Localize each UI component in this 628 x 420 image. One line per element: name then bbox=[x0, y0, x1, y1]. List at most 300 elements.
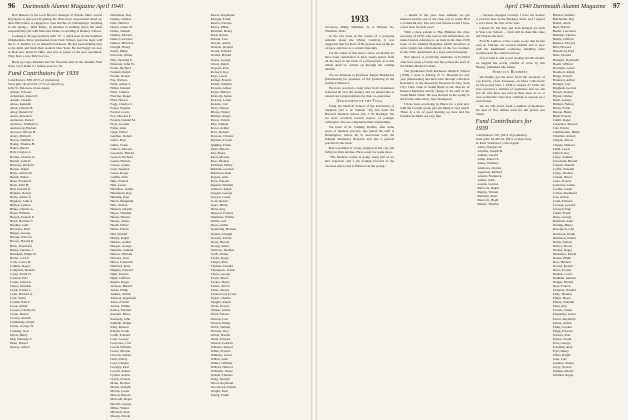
contributor-name: Danforth, Alan bbox=[552, 219, 573, 224]
contributor-name: Beach, Walter bbox=[10, 174, 29, 179]
contributor-name: Ward, Nelson bbox=[210, 312, 229, 317]
contributor-name: Ray, Bruce bbox=[210, 150, 226, 155]
paragraph: I have been practicing in Ithaca for a year now with the Cornell group and am liking it very much. There is a lot of good hunting up here and the hospital facilities are very fine. bbox=[400, 101, 470, 119]
contributor-name: Wing, Dwight bbox=[210, 377, 230, 382]
class-year-heading: 1933 bbox=[350, 14, 369, 24]
contributor-name: Fuller, Ralph bbox=[552, 352, 571, 357]
contributor-name: Hamilton, Arthur bbox=[110, 187, 134, 192]
contributor-list bbox=[476, 145, 545, 206]
contributor-name: Bowen, Francis P. bbox=[10, 215, 35, 220]
contributor-name: Bartlett, Sumner bbox=[552, 13, 575, 17]
contributor-name: King, Russell bbox=[110, 324, 129, 329]
contributor-name: Harding, Paul bbox=[110, 195, 129, 200]
contributor-name: Clapp, Samuel bbox=[552, 154, 573, 159]
contributor-name: Dickey, Roger bbox=[552, 247, 573, 252]
contributor-name: Leach, William bbox=[110, 344, 131, 349]
contributor-name: Moody, Edwin bbox=[110, 413, 131, 418]
contributor-name: Ross, Edward bbox=[210, 178, 230, 183]
contributor-name: Everett, James bbox=[552, 308, 573, 313]
contributor-name: Griffin, John bbox=[110, 174, 128, 179]
contributor-name: Barrett, John P. bbox=[10, 158, 31, 163]
contributor-name: Armstrong, Herbert bbox=[10, 126, 37, 131]
contributor-name: Perry, Nelson bbox=[210, 106, 229, 111]
fund-line: Total gifts: $2,467.42. (81% of objective). bbox=[475, 137, 532, 142]
contributor-name: Beebe, Lawrence bbox=[552, 29, 576, 34]
contributor-name: Cutler, Frank bbox=[552, 211, 571, 216]
contributor-name: Pratt, Donald bbox=[210, 130, 229, 135]
contributor-name: Nash, Robert bbox=[210, 33, 229, 38]
contributor-name: Cummings, Ralph bbox=[10, 320, 35, 325]
contributor-name: Smith, Carl bbox=[210, 219, 227, 224]
contributor-name: Durgin, Harold bbox=[552, 280, 574, 285]
contributor-name: Folsom, Paul bbox=[552, 332, 571, 337]
contributor-name: Felton, Arthur bbox=[552, 320, 572, 325]
contributor-name: Crocker, Gordon bbox=[552, 203, 576, 208]
contributor-name: Batchelder, Roy bbox=[552, 17, 575, 22]
contributor-name: Rice, Thomas bbox=[210, 158, 230, 163]
contributor-name: Avery, Philip R. bbox=[10, 134, 32, 139]
contributor-name: Bell, Donald G. bbox=[10, 186, 32, 191]
contributor-name: Cooper, Charles D. bbox=[10, 308, 36, 313]
contributor-name: Watson, Philip bbox=[210, 320, 231, 325]
contributor-name: Eddy, Thomas bbox=[552, 292, 572, 297]
contributor-name: Fiske, Gordon bbox=[552, 324, 572, 329]
contributor-name: Chamberlain, Philip bbox=[552, 130, 580, 135]
contributor-name: Atkins, John bbox=[477, 177, 495, 182]
contributor-name: Emerson, John W. bbox=[110, 61, 135, 66]
paragraph: We are indebted to Professor Eldgas Henderson (Dartmouth) for presence of the gathering in the spring at Hanover. bbox=[325, 72, 395, 85]
contributor-name: Woodward, Edwin bbox=[210, 385, 236, 390]
contributor-name: Blanchard, Paul bbox=[552, 49, 575, 54]
contributor-name: Collins, Paul F. bbox=[10, 300, 31, 305]
contributor-name: Thayer, Paul bbox=[210, 259, 228, 264]
contributor-name: Converse, James bbox=[552, 182, 576, 187]
contributor-name: Richards, Henry bbox=[210, 162, 233, 167]
contributor-name: Lane, George bbox=[110, 336, 129, 341]
contributor-name: Rand, Harold bbox=[210, 146, 229, 151]
fund-heading: Fund Contributors for 1939 bbox=[8, 69, 79, 77]
contributor-list bbox=[8, 90, 102, 349]
left-col-2 bbox=[108, 13, 202, 418]
contributor-name: Morgan, Frank bbox=[210, 17, 231, 22]
contributor-name: Shepard, Francis bbox=[210, 211, 234, 216]
contributor-name: Sanborn, Ralph bbox=[210, 187, 232, 192]
contributor-name: Bowman, Lester bbox=[552, 65, 575, 70]
contributor-name: Wright, Paul bbox=[210, 389, 228, 394]
contributor-name: Russell, William bbox=[210, 182, 233, 187]
contributor-name: Bigelow, John A. bbox=[10, 199, 34, 204]
contributor-name: Dexter, Morris bbox=[552, 243, 573, 248]
contributor-name: Butler, Carl A. bbox=[10, 255, 30, 260]
contributor-name: Dana, George bbox=[552, 215, 572, 220]
contributor-name: Dearborn, Ralph bbox=[552, 231, 576, 236]
contributor-name: Little, Henry bbox=[110, 356, 128, 361]
contributor-name: Carey, Frank W. bbox=[10, 271, 32, 276]
contributor-name: Stevens, Edwin bbox=[210, 235, 232, 240]
contributor-name: Dunn, Lawrence bbox=[110, 37, 133, 42]
contributor-name: Bliss, Donald bbox=[552, 53, 571, 58]
contributor-name: Clark, Edwin L. bbox=[10, 288, 32, 293]
contributor-name: Wheeler, Robert bbox=[210, 344, 233, 349]
contributor-name: Cahill, Roger bbox=[552, 118, 571, 123]
contributor-name: Bush, Everett bbox=[552, 114, 571, 119]
contributor-name: Morris, Charles bbox=[210, 21, 232, 26]
contributor-name: Sears, Philip bbox=[210, 203, 228, 208]
contributor-name: Hodge, Ralph bbox=[110, 235, 129, 240]
contributor-name: Taylor, Roger bbox=[210, 255, 230, 260]
contributor-name: Cox, Arthur bbox=[552, 195, 569, 200]
contributor-name: Crane, Morris bbox=[10, 312, 29, 317]
contributor-name: Martin, Lester bbox=[110, 389, 130, 394]
contributor-name: Bean, Frederick bbox=[10, 178, 32, 183]
paragraph: Bob Moore is practicing medicine at Portland after four years of study and has joined the staff of the Maine Medical Center. bbox=[400, 55, 470, 68]
contributor-name: Walker, Arthur bbox=[210, 308, 231, 313]
contributor-name: Pierce, Edwin bbox=[210, 118, 230, 123]
contributor-name: Lowell, Robert bbox=[110, 369, 131, 374]
contributor-name: Abrams, Joseph B. bbox=[477, 149, 503, 154]
contributor-name: Putnam, Everett bbox=[210, 138, 233, 143]
subheading: Gentlemen of the Toga bbox=[336, 98, 383, 103]
contributor-name: Frye, Henry bbox=[552, 348, 569, 353]
contributor-name: Field, Arthur S. bbox=[110, 81, 132, 86]
paragraph: We learn of D. Cushing Rollins, after some years of medical practice, has joined the staff at Bennington, where he is associated with the Putnam Memorial Hospital and has a general practice in the town. bbox=[325, 125, 395, 146]
contributor-name: Ingalls, Roger bbox=[110, 280, 130, 285]
contributor-name: James, Philip bbox=[110, 288, 129, 293]
contributor-name: Fletcher, Roger bbox=[110, 93, 131, 98]
contributor-name: Glidden, Roger bbox=[552, 373, 574, 378]
contributor-name: White, Francis bbox=[210, 348, 231, 353]
contributor-name: Foss, George bbox=[552, 340, 571, 345]
contributor-name: Scott, Robert bbox=[210, 199, 229, 204]
contributor-name: Kelley, Thomas bbox=[110, 308, 132, 313]
contributor-name: Fairbanks, Lester bbox=[552, 312, 576, 317]
contributor-name: Turner, Alfred bbox=[210, 284, 230, 289]
contributor-name: Bennett, Robert bbox=[10, 190, 32, 195]
contributor-name: Chandler, Robert bbox=[552, 134, 576, 139]
contributor-name: Sawyer, Lester bbox=[210, 195, 231, 200]
contributor-name: Beal, Harold bbox=[552, 25, 570, 30]
contributor-name: Emery, Wendell bbox=[552, 300, 575, 305]
paragraph: From the Medical School of the University of Vermont (via J. A. Dunder '33) and from the Harvard Medical School (via J. W. Rudolph '36) we have received several reports of younger colleagues who are completing their interneships. bbox=[325, 103, 395, 125]
contributor-name: Beck, Emil H. bbox=[10, 182, 30, 187]
contributor-name: Mason, Harold bbox=[110, 393, 131, 398]
contributor-name: Upton, Charles bbox=[210, 296, 231, 301]
contributor-name: Underwood, Lewis bbox=[210, 292, 237, 297]
contributor-name: Phelps, Walter bbox=[210, 110, 231, 115]
contributor-name: Eaton, Philip bbox=[110, 49, 128, 54]
contributor-list bbox=[108, 13, 202, 418]
paragraph: We are still owed, from a number of members, the sum of five dollars each for the period just ended. bbox=[475, 103, 545, 117]
contributor-name: Fitch, Charles bbox=[110, 89, 130, 94]
contributor-name: Quimby, Frank bbox=[210, 142, 231, 147]
contributor-name: Dickinson, Roy bbox=[110, 13, 132, 17]
contributor-name: Burns, Frank bbox=[552, 106, 571, 111]
contributor-name: Hughes, Edward bbox=[110, 267, 133, 272]
contributor-name: Bemis, Clifford bbox=[552, 37, 574, 42]
contributor-name: Hyde, Clifford bbox=[110, 276, 130, 281]
paragraph: We have received a long letter from classmates scattered all over the country and we should like to extend our congratulations for their co-operation. bbox=[325, 85, 395, 98]
paragraph: ... because engaged recently. I have my license to practice here in the Buckeye State, and I expect to start about the first of the year. bbox=[475, 13, 545, 26]
contributor-name: Bryant, Walter bbox=[552, 93, 573, 98]
contributor-name: Gage, Walter bbox=[110, 130, 128, 135]
contributor-name: Palmer, Francis bbox=[210, 77, 232, 82]
contributor-name: Blodgett, Raymond bbox=[552, 57, 579, 62]
contributor-name: Bailey, Thomas H. bbox=[10, 142, 35, 147]
contributor-name: Fay, Wallace bbox=[110, 77, 128, 82]
contributor-name: Flint, Horace bbox=[110, 97, 128, 102]
right-col-2 bbox=[400, 13, 469, 418]
contributor-name: Osgood, Paul bbox=[210, 65, 229, 70]
contributor-name: Hill, Donald bbox=[110, 231, 128, 236]
fund-line: John W. Emerson, Class Agent. bbox=[8, 85, 51, 90]
contributor-name: Gould, Herbert bbox=[110, 158, 131, 163]
contributor-name: Moore, Raymond bbox=[210, 13, 235, 17]
paragraph: Ben Goodman is a busy surgeon in the city and living on Park Avenue. He is ready for some news. bbox=[325, 146, 395, 155]
right-col-4 bbox=[551, 13, 620, 418]
contributor-name: Eastman, Donald bbox=[552, 288, 576, 293]
contributor-name: Knight, Frank bbox=[110, 328, 130, 333]
contributor-name: Appleton, Richard bbox=[477, 169, 503, 174]
contributor-name: Webb, Samuel bbox=[210, 324, 231, 329]
contributor-name: Snow, Arthur bbox=[210, 223, 229, 228]
paragraph: With a deep salaam to Hap Hinman, the class secretary of 1930, who sent us this information, we make belated reference to an item in the June 1938 issue of the Alumni Magazine which describes at some length the achievements of the two brothers in the clinic department of a large eastern hospital. bbox=[400, 30, 470, 55]
contributor-name: Allen, Robert E. bbox=[477, 157, 500, 162]
contributor-name: Bacon, William T. bbox=[10, 138, 35, 143]
contributor-name: Spaulding, Herbert bbox=[210, 227, 237, 232]
contributor-name: Lovejoy, Paul bbox=[110, 365, 129, 370]
contributor-name: Carpenter, Morton bbox=[552, 122, 578, 127]
contributor-name: Gardner, Walter bbox=[552, 361, 575, 366]
contributor-name: Cushing, Neil bbox=[10, 328, 29, 333]
contributor-name: Crowell, Paul bbox=[552, 207, 572, 212]
contributor-name: Carlson, Eric bbox=[10, 275, 28, 280]
contributor-name: Adams, Charles bbox=[10, 97, 32, 102]
paragraph: For the editor of this issue I am to recall that we have been contributed to have yearly letters from all the boys in the form of a photograph. It is this which shall be carried on through the coming months. bbox=[325, 51, 395, 72]
contributor-name: Buell, George bbox=[552, 97, 572, 102]
right-col-3 bbox=[476, 13, 545, 418]
contributor-name: Hooper, George bbox=[110, 243, 132, 248]
contributor-name: Howard, Paul bbox=[110, 255, 129, 260]
contributor-list bbox=[551, 13, 620, 377]
contributor-name: Crosby, Alan B. bbox=[10, 316, 32, 321]
contributor-name: Page, Lewis bbox=[210, 73, 227, 78]
contributor-name: Belknap, Charles bbox=[552, 33, 576, 38]
contributor-name: Jordan, Wilbur bbox=[110, 304, 131, 309]
contributor-name: Farrar, Raymond bbox=[552, 316, 576, 321]
contributor-name: Cleveland, Harold bbox=[552, 158, 578, 163]
contributor-name: Dunham, Samuel bbox=[552, 276, 576, 281]
contributor-name: Bragg, Francis bbox=[552, 73, 573, 78]
contributor-name: Tilton, George bbox=[210, 272, 231, 276]
contributor-name: Berry, Arthur F. bbox=[10, 194, 32, 199]
contributor-name: Blake, Charles A. bbox=[10, 207, 34, 212]
contributor-name: Day, Sherman F. bbox=[10, 336, 33, 341]
contributor-name: Hopkins, Samuel bbox=[110, 247, 134, 252]
contributor-name: Lyman, Arthur bbox=[110, 373, 131, 378]
contributor-name: Jackson, Harold bbox=[110, 284, 132, 289]
contributor-name: Jones, Everett bbox=[110, 300, 130, 305]
contributor-name: Calkins, Roger bbox=[10, 263, 31, 268]
contributor-name: Jenkins, Arthur bbox=[110, 292, 131, 297]
contributor-name: Wilbur, Alan bbox=[210, 356, 228, 361]
contributor-name: Bond, William bbox=[10, 211, 30, 216]
contributor-name: Cram, Edward bbox=[552, 199, 573, 204]
contributor-name: Barton, Ralph bbox=[10, 166, 29, 171]
contributor-name: Robbins, Gordon bbox=[210, 166, 234, 171]
contributor-name: Chapin, Alfred bbox=[552, 138, 573, 143]
contributor-name: Gilman, Morris bbox=[552, 369, 574, 374]
paragraph: ... month of the year. Less summer we got married and the rest of the class was to come. Had a wonderful trip. The only bad feature is that I have a new boss for next year! bbox=[400, 13, 470, 30]
contributor-name: Drake, Samuel bbox=[110, 29, 131, 34]
contributor-name: Briggs, George bbox=[10, 231, 31, 236]
contributor-name: Prescott, Charles bbox=[210, 134, 234, 139]
paragraph: Fred B. Ludlow writes a note to say that he has been in Chicago for several months and is now with the Aluminum Company, handling sales promotion in the central territory. bbox=[475, 39, 545, 56]
contributor-name: Barnes, Charles G. bbox=[10, 154, 36, 159]
contributor-name: Dennison, Walter bbox=[552, 235, 577, 240]
contributor-name: Burnham, Philip W. bbox=[10, 251, 37, 256]
contributor-name: Peabody, James bbox=[210, 93, 232, 98]
contributor-name: Ames, Rowland bbox=[10, 114, 32, 119]
contributor-name: Downs, Robert bbox=[552, 263, 573, 268]
contributor-name: Gerry, Nelson bbox=[552, 365, 572, 370]
contributor-name: Evans, Richard bbox=[110, 65, 131, 70]
contributor-name: Parsons, Alfred bbox=[210, 85, 232, 90]
contributor-name: Atwood, Wilson H. bbox=[10, 130, 36, 135]
left-col-1 bbox=[8, 13, 102, 418]
contributor-name: Wells, Edward bbox=[210, 336, 231, 341]
contributor-name: Ellis, Norman F. bbox=[110, 57, 133, 62]
contributor-name: Pike, Samuel bbox=[210, 122, 229, 127]
contributor-name: Newell, Arthur bbox=[210, 41, 231, 46]
fund-heading: Fund Contributors for 1939 bbox=[475, 118, 532, 133]
contributor-name: Bird, Howard bbox=[552, 45, 572, 50]
contributor-name: Towle, Bruce bbox=[210, 276, 229, 281]
contributor-name: Corliss, Lester bbox=[552, 187, 573, 192]
contributor-name: Frost, Gordon bbox=[110, 122, 130, 127]
contributor-name: Darling, Henry bbox=[552, 223, 573, 228]
contributor-name: Stone, Harold bbox=[210, 239, 230, 244]
contributor-name: Bullard, Nelson bbox=[552, 102, 574, 107]
contributor-name: Forbes, Frank bbox=[552, 336, 572, 341]
contributor-name: Green, Roger bbox=[110, 170, 129, 175]
contributor-name: Boyd, Norman S. bbox=[10, 219, 34, 224]
contributor-name: Baker, Harold bbox=[10, 146, 29, 151]
right-page bbox=[317, 0, 628, 420]
contributor-name: Lewis, Morton bbox=[110, 348, 131, 353]
contributor-name: Shaw, Roy bbox=[210, 207, 226, 212]
contributor-name: Cobb, Herbert A. bbox=[10, 292, 34, 297]
left-col-3 bbox=[209, 13, 303, 418]
contributor-name: Welch, Harold bbox=[210, 332, 231, 337]
contributor-name: Horton, William bbox=[110, 251, 133, 256]
contributor-name: Young, Frank bbox=[210, 393, 229, 398]
contributor-name: Payne, Herbert bbox=[210, 89, 231, 94]
contributor-name: Tuttle, Morris bbox=[210, 288, 230, 293]
contributor-name: Chase, Wendell bbox=[10, 284, 31, 288]
contributor-name: Brainard, Arthur bbox=[552, 77, 575, 82]
contributor-name: Rogers, Alan bbox=[210, 174, 229, 179]
paragraph: "The medical course is going along just as we had expected, and I am looking forward to the vacation and a visit to Hanover in the spring." bbox=[325, 155, 395, 168]
left-columns bbox=[8, 13, 303, 418]
contributor-name: Howe, Frederick bbox=[110, 259, 133, 264]
contributor-name: Cotton, Raymond bbox=[552, 191, 577, 196]
contributor-name: Brooks, Edward bbox=[10, 235, 32, 240]
contributor-name: Wilder, William bbox=[210, 361, 233, 366]
contributor-name: Derby, Nelson bbox=[552, 239, 573, 244]
contributor-name: Brigham, Gordon bbox=[552, 85, 577, 90]
contributor-name: Simmons, Wilbur bbox=[210, 215, 235, 220]
contributor-name: Kendall, Bruce bbox=[110, 312, 131, 317]
contributor-name: Maxwell, Roger bbox=[110, 397, 133, 402]
contributor-name: Moulton, Henry bbox=[210, 29, 233, 34]
contributor-name: Weston, Gordon bbox=[210, 340, 233, 345]
contributor-list bbox=[209, 13, 303, 236]
contributor-name: Sullivan, Thomas bbox=[210, 247, 235, 252]
contributor-name: Coffin, Wendell bbox=[552, 166, 575, 171]
contributor-name: Kimball, Ralph bbox=[110, 320, 131, 325]
contributor-name: Campbell, Donald bbox=[10, 267, 35, 272]
contributor-name: Carr, Edwin bbox=[552, 126, 569, 131]
paragraph: If you wish to add to our reading list this month, we suggest the recent volume of verse by Jim Hooker, published this winter. bbox=[475, 56, 545, 69]
contributor-name: Mann, Herbert bbox=[110, 381, 131, 386]
contributor-name: Thomas, Donald bbox=[210, 263, 233, 268]
contributor-name: Colby, Thomas bbox=[552, 170, 574, 175]
contributor-name: Church, Roy bbox=[552, 150, 570, 155]
contributor-name: Barker, Thomas bbox=[477, 201, 499, 206]
contributor-name: Farnum, Ralph bbox=[110, 69, 131, 74]
contributor-name: Alley, Donald W. bbox=[10, 109, 34, 114]
contributor-name: Noyes, George bbox=[210, 57, 231, 62]
contributor-name: Gates, Paul bbox=[110, 138, 126, 143]
contributor-name: Stearns, Dwight bbox=[210, 231, 233, 236]
paragraph: Looking it all appropriately with "Z," a quick note on the Southern Zimmerman. Since graduation from Tuck School, Gus has been with the U. S. Rubber Co. in industrial relations. He has been making trips to the mills and finds their work in New York. He and Peggy are now at their new home in Ohio, and Gus is proud of the new apartment. They have a new little boy too. bbox=[8, 34, 103, 59]
contributor-name: Merrill, George bbox=[110, 401, 132, 406]
contributor-name: Willard, Herbert bbox=[210, 365, 233, 370]
contributor-name: Curtis, George H. bbox=[10, 324, 34, 329]
contributor-name: Coburn, Donald bbox=[552, 162, 575, 167]
contributor-name: Warren, Carl bbox=[210, 316, 228, 321]
contributor-name: Harris, Benjamin bbox=[110, 199, 134, 204]
contributor-name: Ackerman, Robert E. bbox=[10, 93, 39, 98]
contributor-name: Freeman, Alan bbox=[552, 344, 573, 349]
contributor-name: Gibbs, Frank bbox=[110, 142, 128, 147]
contributor-name: Holmes, Arthur bbox=[110, 239, 132, 244]
contributor-name: Williams, James bbox=[210, 369, 233, 374]
contributor-name: Cone, Francis bbox=[552, 178, 572, 183]
page-number: 96 bbox=[8, 2, 15, 10]
contributor-name: Dyer, Francis bbox=[552, 284, 571, 289]
contributor-name: Burke, Thomas J. bbox=[10, 247, 34, 252]
page-number: 97 bbox=[613, 2, 620, 10]
contributor-name: Wade, Everett bbox=[210, 304, 230, 309]
contributor-name: Doyle, James W. bbox=[110, 25, 133, 30]
contributor-name: Morse, Philip bbox=[210, 25, 229, 30]
class-secretary: Secretary—Philip Williams, Jr., 6 Webster St., Wenham, Mass. bbox=[325, 25, 395, 34]
contributor-name: Brewster, Paul bbox=[10, 227, 30, 232]
running-head: April 1940 Dartmouth Alumni Magazine bbox=[504, 3, 606, 10]
contributor-name: Bridges, Carl bbox=[552, 81, 571, 86]
contributor-name: Lynch, Francis bbox=[110, 377, 131, 382]
contributor-name: Reed, Morton bbox=[210, 154, 230, 159]
contributor-name: Cheney, Herbert bbox=[552, 142, 575, 147]
contributor-name: Hale, Francis bbox=[110, 178, 129, 183]
contributor-name: Wilson, Thomas bbox=[210, 373, 233, 378]
right-col-1 bbox=[325, 13, 394, 418]
contributor-name: Parker, William bbox=[210, 81, 232, 86]
contributor-name: Doane, Philip bbox=[552, 255, 572, 260]
contributor-name: Robinson, Paul bbox=[210, 170, 232, 175]
contributor-name: Dean, Robert bbox=[10, 340, 28, 345]
